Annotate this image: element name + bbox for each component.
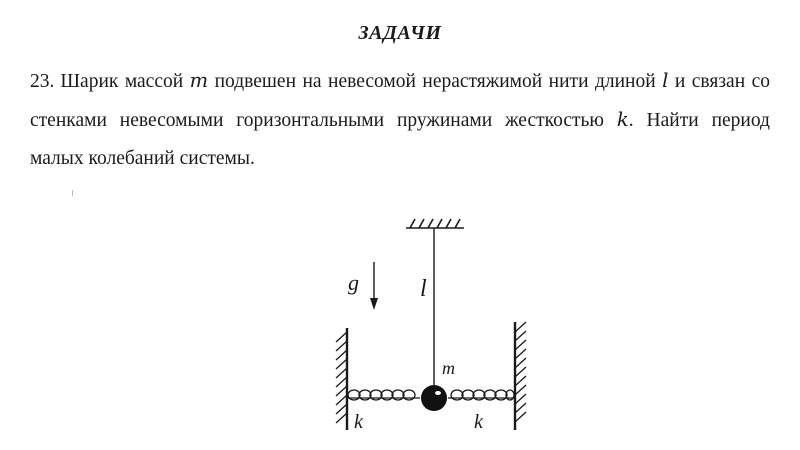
section-title: ЗАДАЧИ xyxy=(358,22,442,44)
right-wall xyxy=(515,322,526,430)
ball xyxy=(421,385,447,411)
stiffness-symbol: k xyxy=(616,108,629,131)
mass-label: m xyxy=(442,358,455,378)
gravity-label: g xyxy=(348,270,359,295)
ceiling-support xyxy=(406,219,464,228)
gravity-arrow xyxy=(370,262,378,310)
left-wall xyxy=(336,328,347,430)
right-spring xyxy=(448,390,515,400)
left-spring xyxy=(347,390,420,400)
problem-text-part-2: подвешен на невесомой нерастяжимой нити длиной xyxy=(208,71,663,92)
problem-text-part-3: и связан со стенками невесомыми горизонтальными пружинами жесткостью xyxy=(30,71,770,131)
problem-text-part-4: . Найти период малых колебаний системы. xyxy=(30,110,770,169)
left-spring-label: k xyxy=(354,411,363,433)
mass-symbol: m xyxy=(189,69,209,92)
problem-number: 23. xyxy=(30,71,55,92)
length-label: l xyxy=(420,276,427,302)
length-symbol: l xyxy=(662,69,669,92)
problem-text-part-1: Шарик массой xyxy=(60,71,190,92)
right-spring-label: k xyxy=(474,411,483,433)
